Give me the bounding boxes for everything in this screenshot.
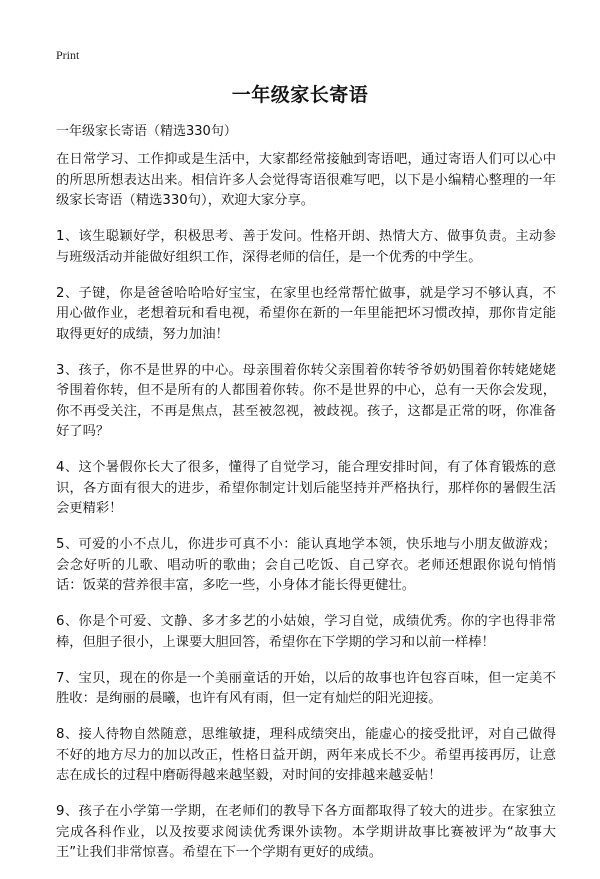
message-paragraph-5: 5、可爱的小不点儿，你进步可真不小：能认真地学本领，快乐地与小朋友做游戏；会念好听的儿歌、唱动听的歌曲；会自己吃饭、自己穿衣。老师还想跟你说句悄悄话：饭菜的营养很丰富，多吃一些，小身体才能长得更健壮。 bbox=[56, 537, 556, 593]
print-link[interactable]: Print bbox=[56, 48, 80, 62]
message-paragraph-7: 7、宝贝，现在的你是一个美丽童话的开始，以后的故事也许包容百味，但一定美不胜收：是绚丽的晨曦，也许有风有雨，但一定有灿烂的阳光迎接。 bbox=[56, 670, 556, 706]
message-paragraph-3: 3、孩子，你不是世界的中心。母亲围着你转父亲围着你转爷爷奶奶围着你转姥姥姥爷围着你转，但不是所有的人都围着你转。你不是世界的中心，总有一天你会发现，你不再受关注，不再是焦点，甚至被忽视，被歧视。孩子，这都是正常的呀，你准备好了吗？ bbox=[56, 362, 556, 439]
page-title: 一年级家长寄语 bbox=[231, 84, 369, 106]
message-paragraph-9: 9、孩子在小学第一学期，在老师们的教导下各方面都取得了较大的进步。在家独立完成各科作业，以及按要求阅读优秀课外读物。本学期讲故事比赛被评为“故事大王”让我们非常惊喜。希望在下一个学期有更好的成绩。 bbox=[56, 804, 556, 860]
message-paragraph-4: 4、这个暑假你长大了很多，懂得了自觉学习，能合理安排时间，有了体育锻炼的意识，各方面有很大的进步，希望你制定计划后能坚持并严格执行，那样你的暑假生活会更精彩！ bbox=[56, 460, 556, 516]
article-body bbox=[56, 150, 556, 879]
message-paragraph-6: 6、你是个可爱、文静、多才多艺的小姑娘，学习自觉，成绩优秀。你的字也得非常棒，但胆子很小，上课要大胆回答，希望你在下学期的学习和以前一样棒！ bbox=[56, 614, 556, 650]
message-paragraph-8: 8、接人待物自然随意，思维敏捷，理科成绩突出，能虚心的接受批评，对自己做得不好的地方尽力的加以改正，性格日益开朗，两年来成长不少。希望再接再厉，让意志在成长的过程中磨砺得越来越坚毅，对时间的安排越来越妥帖！ bbox=[56, 727, 556, 783]
document-subtitle: 一年级家长寄语（精选330句） bbox=[56, 124, 237, 139]
intro-paragraph: 在日常学习、工作抑或是生活中，大家都经常接触到寄语吧，通过寄语人们可以心中的所思所想表达出来。相信许多人会觉得寄语很难写吧，以下是小编精心整理的一年级家长寄语（精选330句），欢迎大家分享。 bbox=[56, 152, 556, 208]
message-paragraph-1: 1、该生聪颖好学，积极思考、善于发问。性格开朗、热情大方、做事负责。主动参与班级活动并能做好组织工作，深得老师的信任，是一个优秀的中学生。 bbox=[56, 229, 556, 265]
message-paragraph-2: 2、子键，你是爸爸哈哈哈好宝宝，在家里也经常帮忙做事，就是学习不够认真，不用心做作业，老想着玩和看电视，希望你在新的一年里能把坏习惯改掉，那你肯定能取得更好的成绩，努力加油！ bbox=[56, 285, 556, 342]
